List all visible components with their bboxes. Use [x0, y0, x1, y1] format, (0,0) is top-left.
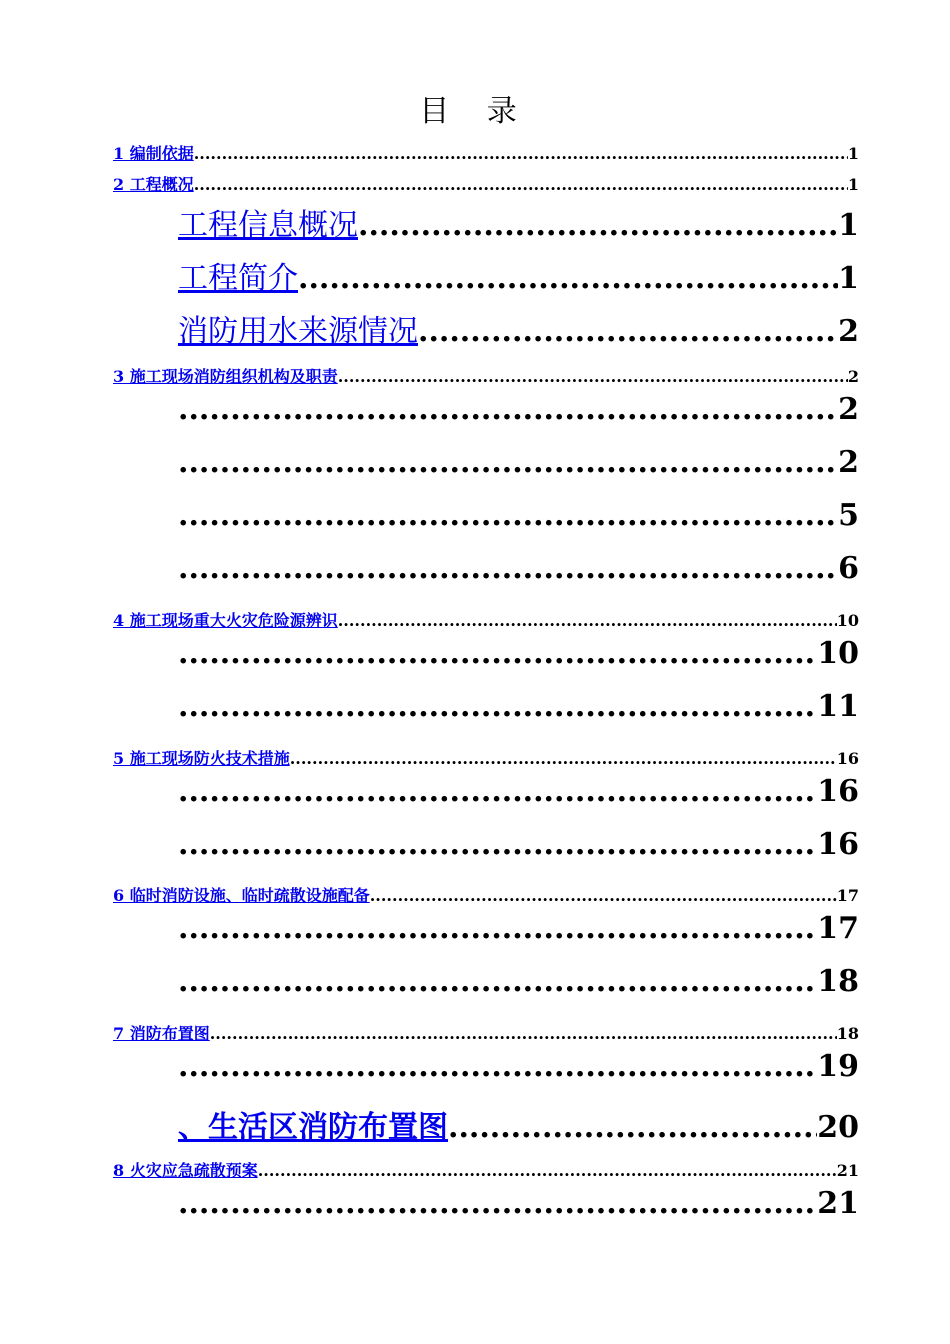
- toc-entry[interactable]: [113, 141, 859, 163]
- toc-page-number: 1: [847, 144, 859, 163]
- toc-page-number: 10: [817, 636, 859, 671]
- toc-page-number: 16: [817, 827, 859, 862]
- toc-leader: [178, 827, 817, 862]
- toc-leader: [210, 1024, 837, 1043]
- toc-leader: [194, 175, 848, 194]
- toc-entry[interactable]: [178, 306, 859, 346]
- toc-page-number: 6: [838, 551, 859, 586]
- toc-leader: [418, 314, 838, 346]
- toc-leader: [178, 774, 817, 809]
- toc-entry-label[interactable]: 8 火灾应急疏散预案: [113, 1161, 258, 1180]
- toc-page-number: 18: [836, 1024, 859, 1043]
- toc-entry[interactable]: [178, 1186, 859, 1226]
- toc-leader: [370, 886, 837, 905]
- toc-entry[interactable]: [178, 827, 859, 867]
- toc-page-number: 1: [838, 208, 859, 240]
- toc-page-number: 21: [817, 1186, 859, 1221]
- toc-entry-label[interactable]: 工程简介: [178, 261, 298, 293]
- toc-entry[interactable]: [113, 746, 859, 768]
- toc-entry[interactable]: [113, 1021, 859, 1043]
- toc-entry[interactable]: [178, 964, 859, 1004]
- toc-entry[interactable]: [113, 364, 859, 386]
- toc-page-number: 2: [847, 367, 859, 386]
- toc-leader: [178, 1186, 817, 1221]
- toc-page-number: 17: [836, 886, 859, 905]
- toc-entry[interactable]: [178, 200, 859, 240]
- toc-leader: [178, 392, 838, 427]
- toc-entry[interactable]: [178, 911, 859, 951]
- toc-page-number: 19: [817, 1049, 859, 1084]
- toc-leader: [178, 551, 838, 586]
- toc-entry[interactable]: [178, 1049, 859, 1089]
- toc-leader: [178, 689, 817, 724]
- toc-leader: [178, 911, 817, 946]
- toc-entry-label[interactable]: 工程信息概况: [178, 208, 358, 240]
- toc-entry[interactable]: [178, 1102, 859, 1142]
- toc-entry-label[interactable]: 2 工程概况: [113, 175, 194, 194]
- toc-entry[interactable]: [178, 551, 859, 591]
- toc-page-number: 2: [838, 445, 859, 480]
- toc-entry[interactable]: [178, 445, 859, 485]
- toc-entry[interactable]: [178, 392, 859, 432]
- toc-entry[interactable]: [113, 172, 859, 194]
- toc-entry[interactable]: [178, 253, 859, 293]
- toc-entry-label[interactable]: 6 临时消防设施、临时疏散设施配备: [113, 886, 370, 905]
- toc-leader: [448, 1110, 817, 1142]
- toc-leader: [290, 749, 837, 768]
- toc-entry[interactable]: [178, 636, 859, 676]
- toc-leader: [298, 261, 838, 293]
- toc-entry[interactable]: [178, 774, 859, 814]
- toc-entry-label[interactable]: 7 消防布置图: [113, 1024, 210, 1043]
- toc-page-number: 21: [836, 1161, 859, 1180]
- toc-entry-label[interactable]: 、生活区消防布置图: [178, 1110, 448, 1142]
- toc-entry[interactable]: [178, 689, 859, 729]
- toc-page-number: 17: [817, 911, 859, 946]
- toc-page-number: 2: [838, 392, 859, 427]
- toc-entry[interactable]: [178, 498, 859, 538]
- toc-page-number: 11: [817, 689, 859, 724]
- page-title: 目 录: [419, 94, 531, 129]
- toc-entry[interactable]: [113, 1158, 859, 1180]
- toc-page-number: 10: [836, 611, 859, 630]
- toc-page-number: 18: [817, 964, 859, 999]
- toc-leader: [258, 1161, 837, 1180]
- toc-page-number: 1: [847, 175, 859, 194]
- toc-entry-label[interactable]: 4 施工现场重大火灾危险源辨识: [113, 611, 338, 630]
- toc-entry-label[interactable]: 1 编制依据: [113, 144, 194, 163]
- toc-page-number: 16: [817, 774, 859, 809]
- toc-entry-label[interactable]: 消防用水来源情况: [178, 314, 418, 346]
- toc-entry[interactable]: [113, 883, 859, 905]
- toc-leader: [338, 367, 848, 386]
- toc-leader: [358, 208, 838, 240]
- toc-page-number: 1: [838, 261, 859, 293]
- toc-leader: [178, 1049, 817, 1084]
- toc-leader: [194, 144, 848, 163]
- toc-entry[interactable]: [113, 608, 859, 630]
- toc-entry-label[interactable]: 5 施工现场防火技术措施: [113, 749, 290, 768]
- toc-leader: [178, 498, 838, 533]
- toc-page-number: 5: [838, 498, 859, 533]
- toc-leader: [338, 611, 837, 630]
- toc-entry-label[interactable]: 3 施工现场消防组织机构及职责: [113, 367, 338, 386]
- toc-leader: [178, 636, 817, 671]
- toc-page-number: 16: [836, 749, 859, 768]
- toc-page-number: 2: [838, 314, 859, 346]
- toc-page-number: 20: [817, 1110, 859, 1142]
- toc-leader: [178, 964, 817, 999]
- toc-leader: [178, 445, 838, 480]
